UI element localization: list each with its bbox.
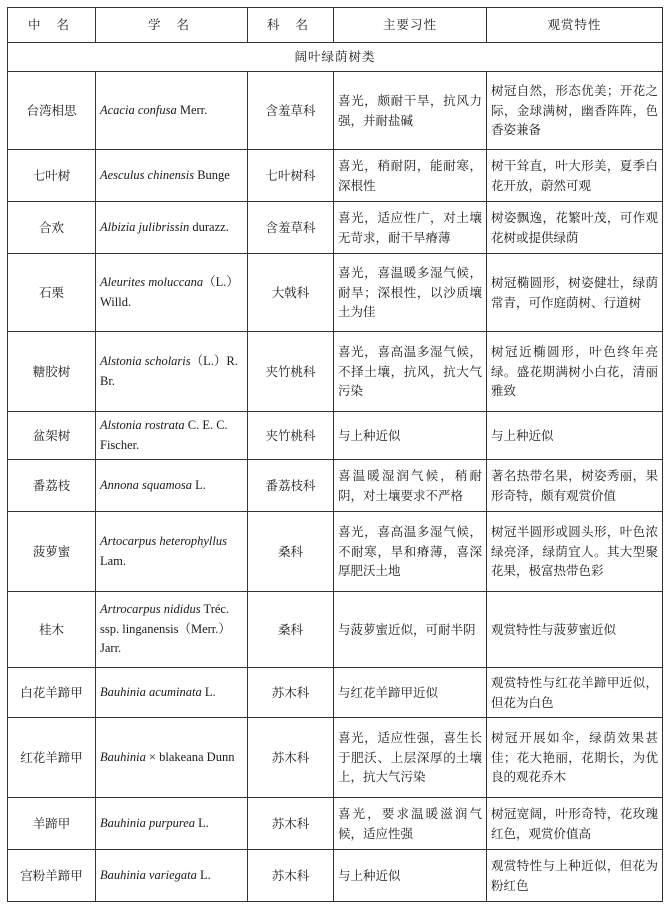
- family-cell: [248, 332, 334, 412]
- cn-name-cell: [8, 150, 96, 202]
- family-cell: [248, 850, 334, 902]
- header-cn-name: 中 名: [8, 8, 96, 43]
- cn-name: 桂木: [38, 621, 64, 637]
- habit-cell: [334, 798, 487, 850]
- cn-name: 菠萝蜜: [32, 543, 71, 559]
- family-name: 桑科: [277, 621, 303, 637]
- habit-cell: [334, 332, 487, 412]
- table-row: [8, 254, 663, 332]
- sci-name-italic: Annona squamosa: [100, 477, 193, 492]
- sci-name-italic: Alstonia scholaris: [100, 354, 191, 369]
- sci-name-author: Bunge: [194, 167, 230, 182]
- cn-name: 羊蹄甲: [32, 815, 71, 831]
- habit-cell: [334, 718, 487, 798]
- family-name: 苏木科: [271, 684, 310, 700]
- sci-name-italic: Artrocarpus nididus: [100, 602, 201, 617]
- sci-name-italic: Acacia confusa: [100, 102, 177, 117]
- ornamental-cell: [487, 718, 663, 798]
- habit-text: 与红花羊蹄甲近似: [338, 684, 439, 700]
- sci-name-cell: [96, 850, 248, 902]
- sci-name-author: L.: [195, 815, 209, 830]
- sci-name-cell: [96, 798, 248, 850]
- family-name: 苏木科: [271, 867, 310, 883]
- family-cell: [248, 460, 334, 512]
- table-row: [8, 72, 663, 150]
- habit-cell: [334, 202, 487, 254]
- sci-name-author: Merr.: [176, 102, 208, 117]
- header-ornamental: 观赏特性: [487, 8, 663, 43]
- cn-name-cell: [8, 332, 96, 412]
- table-row: [8, 512, 663, 592]
- habit-cell: [334, 150, 487, 202]
- cn-name: 红花羊蹄甲: [20, 749, 83, 765]
- cn-name-cell: [8, 592, 96, 668]
- habit-cell: [334, 512, 487, 592]
- sci-name-italic: Aleurites moluccana: [100, 275, 204, 290]
- cn-name: 合欢: [38, 219, 64, 235]
- family-cell: [248, 150, 334, 202]
- habit-cell: [334, 668, 487, 718]
- ornamental-cell: [487, 850, 663, 902]
- sci-name-cell: [96, 460, 248, 512]
- ornamental-text: 观赏特性与菠萝蜜近似: [491, 621, 617, 637]
- cn-name-cell: [8, 254, 96, 332]
- cn-name-cell: [8, 850, 96, 902]
- habit-text: 喜光，适应性强，喜生长于肥沃、上层深厚的土壤上，抗大气污染: [338, 730, 482, 785]
- family-cell: [248, 668, 334, 718]
- ornamental-cell: [487, 72, 663, 150]
- ornamental-cell: [487, 668, 663, 718]
- cn-name-cell: [8, 460, 96, 512]
- cn-name-cell: [8, 412, 96, 460]
- sci-name-author: L.: [192, 477, 206, 492]
- cn-name-cell: [8, 512, 96, 592]
- table-row: [8, 202, 663, 254]
- family-name: 苏木科: [271, 749, 310, 765]
- ornamental-text: 树干耸直，叶大形美，夏季白花开放，蔚然可观: [491, 158, 658, 193]
- sci-name-cell: [96, 412, 248, 460]
- sci-name-author: Lam.: [100, 553, 127, 568]
- section-row: [8, 43, 663, 72]
- sci-name-italic: Bauhinia: [100, 749, 146, 764]
- cn-name: 白花羊蹄甲: [20, 684, 83, 700]
- header-sci-name: 学 名: [96, 8, 248, 43]
- header-row: [8, 8, 663, 43]
- family-cell: [248, 512, 334, 592]
- sci-name-italic: Bauhinia acuminata: [100, 684, 202, 699]
- sci-name-author: Tréc. ssp. linganensis（Merr.）Jarr.: [100, 602, 231, 656]
- cn-name-cell: [8, 202, 96, 254]
- sci-name-italic: Albizia julibrissin: [100, 219, 190, 234]
- family-cell: [248, 254, 334, 332]
- ornamental-text: 树冠开展如伞，绿荫效果甚佳；花大艳丽，花期长，为优良的观花乔木: [491, 730, 658, 785]
- cn-name-cell: [8, 718, 96, 798]
- cn-name: 盆架树: [32, 427, 71, 443]
- family-name: 夹竹桃科: [265, 363, 316, 379]
- family-name: 含羞草科: [265, 219, 316, 235]
- cn-name-cell: [8, 72, 96, 150]
- sci-name-cell: [96, 150, 248, 202]
- ornamental-text: 树冠自然，形态优美；开花之际，金球满树，幽香阵阵，色香姿兼备: [491, 83, 658, 138]
- ornamental-cell: [487, 412, 663, 460]
- plant-table: [7, 7, 663, 902]
- habit-cell: [334, 850, 487, 902]
- habit-text: 喜温暖湿润气候，稍耐阴，对土壤要求不严格: [338, 468, 482, 503]
- sci-name-cell: [96, 592, 248, 668]
- habit-text: 喜光，要求温暖滋润气候，适应性强: [338, 806, 482, 841]
- ornamental-cell: [487, 150, 663, 202]
- cn-name-cell: [8, 668, 96, 718]
- cn-name: 台湾相思: [26, 102, 77, 118]
- sci-name-author: × blakeana Dunn: [145, 749, 235, 764]
- table-row: [8, 718, 663, 798]
- cn-name-cell: [8, 798, 96, 850]
- cn-name: 石栗: [38, 284, 64, 300]
- family-cell: [248, 592, 334, 668]
- sci-name-author: L.: [196, 867, 211, 882]
- sci-name-cell: [96, 332, 248, 412]
- family-cell: [248, 412, 334, 460]
- table-row: [8, 668, 663, 718]
- table-row: [8, 850, 663, 902]
- habit-text: 与上种近似: [338, 427, 401, 443]
- section-title: 阔叶绿荫树类: [8, 43, 663, 72]
- habit-text: 喜光，喜温暖多湿气候，耐旱；深根性，以沙质壤土为佳: [338, 265, 482, 320]
- sci-name-cell: [96, 72, 248, 150]
- habit-text: 喜光，稍耐阴，能耐寒，深根性: [338, 158, 482, 193]
- table-row: [8, 412, 663, 460]
- ornamental-cell: [487, 798, 663, 850]
- family-cell: [248, 798, 334, 850]
- family-name: 大戟科: [271, 284, 310, 300]
- table-row: [8, 460, 663, 512]
- habit-cell: [334, 412, 487, 460]
- sci-name-author: L.: [201, 684, 216, 699]
- habit-cell: [334, 592, 487, 668]
- cn-name: 番荔枝: [32, 477, 71, 493]
- habit-text: 喜光，喜高温多湿气候，不择土壤，抗风，抗大气污染: [338, 344, 482, 399]
- sci-name-italic: Artocarpus heterophyllus: [100, 534, 227, 549]
- ornamental-text: 观赏特性与红花羊蹄甲近似，但花为白色: [491, 675, 658, 710]
- family-name: 桑科: [277, 543, 303, 559]
- sci-name-cell: [96, 718, 248, 798]
- family-name: 七叶树科: [265, 167, 316, 183]
- table-row: [8, 592, 663, 668]
- ornamental-text: 树冠椭圆形，树姿健壮，绿荫常青，可作庭荫树、行道树: [491, 275, 658, 310]
- ornamental-cell: [487, 202, 663, 254]
- habit-text: 喜光，适应性广，对土壤无苛求，耐干旱瘠薄: [338, 210, 482, 245]
- sci-name-cell: [96, 202, 248, 254]
- ornamental-cell: [487, 512, 663, 592]
- sci-name-author: C. E. C. Fischer.: [100, 418, 228, 452]
- family-name: 番荔枝科: [265, 477, 316, 493]
- sci-name-italic: Bauhinia purpurea: [100, 815, 196, 830]
- habit-text: 喜光，喜高温多湿气候，不耐寒，旱和瘠薄，喜深厚肥沃土地: [338, 524, 482, 579]
- ornamental-text: 树冠近椭圆形，叶色终年亮绿。盛花期满树小白花，清丽雅致: [491, 344, 658, 399]
- ornamental-text: 著名热带名果，树姿秀丽，果形奇特，颇有观赏价值: [491, 468, 658, 503]
- header-family: 科 名: [248, 8, 334, 43]
- habit-text: 喜光，颇耐干旱，抗风力强，并耐盐碱: [338, 93, 482, 128]
- sci-name-cell: [96, 254, 248, 332]
- family-cell: [248, 202, 334, 254]
- ornamental-text: 树姿飘逸，花繁叶茂，可作观花树或提供绿荫: [491, 210, 658, 245]
- family-cell: [248, 718, 334, 798]
- sci-name-cell: [96, 512, 248, 592]
- header-habit: 主要习性: [334, 8, 487, 43]
- sci-name-author: （L.）Willd.: [100, 275, 239, 309]
- sci-name-italic: Alstonia rostrata: [100, 418, 185, 433]
- cn-name: 糖胶树: [32, 363, 71, 379]
- ornamental-text: 树冠宽阔，叶形奇特，花玫瑰红色，观赏价值高: [491, 806, 658, 841]
- ornamental-cell: [487, 592, 663, 668]
- table-row: [8, 332, 663, 412]
- family-name: 夹竹桃科: [265, 427, 316, 443]
- ornamental-text: 树冠半圆形或圆头形，叶色浓绿亮泽，绿荫宜人。其大型聚花果，极富热带色彩: [491, 524, 658, 579]
- table-row: [8, 150, 663, 202]
- sci-name-italic: Bauhinia variegata: [100, 867, 197, 882]
- sci-name-italic: Aesculus chinensis: [100, 167, 195, 182]
- habit-cell: [334, 460, 487, 512]
- habit-cell: [334, 254, 487, 332]
- ornamental-cell: [487, 460, 663, 512]
- family-cell: [248, 72, 334, 150]
- habit-text: 与上种近似: [338, 867, 401, 883]
- ornamental-cell: [487, 332, 663, 412]
- sci-name-cell: [96, 668, 248, 718]
- cn-name: 宫粉羊蹄甲: [20, 867, 83, 883]
- table-row: [8, 798, 663, 850]
- cn-name: 七叶树: [32, 167, 71, 183]
- habit-text: 与菠萝蜜近似，可耐半阴: [338, 621, 476, 637]
- ornamental-cell: [487, 254, 663, 332]
- sci-name-author: durazz.: [189, 219, 229, 234]
- sci-name-author: （L.）R. Br.: [100, 354, 238, 388]
- family-name: 含羞草科: [265, 102, 316, 118]
- ornamental-text: 与上种近似: [491, 427, 554, 443]
- family-name: 苏木科: [271, 815, 310, 831]
- habit-cell: [334, 72, 487, 150]
- ornamental-text: 观赏特性与上种近似，但花为粉红色: [491, 858, 658, 893]
